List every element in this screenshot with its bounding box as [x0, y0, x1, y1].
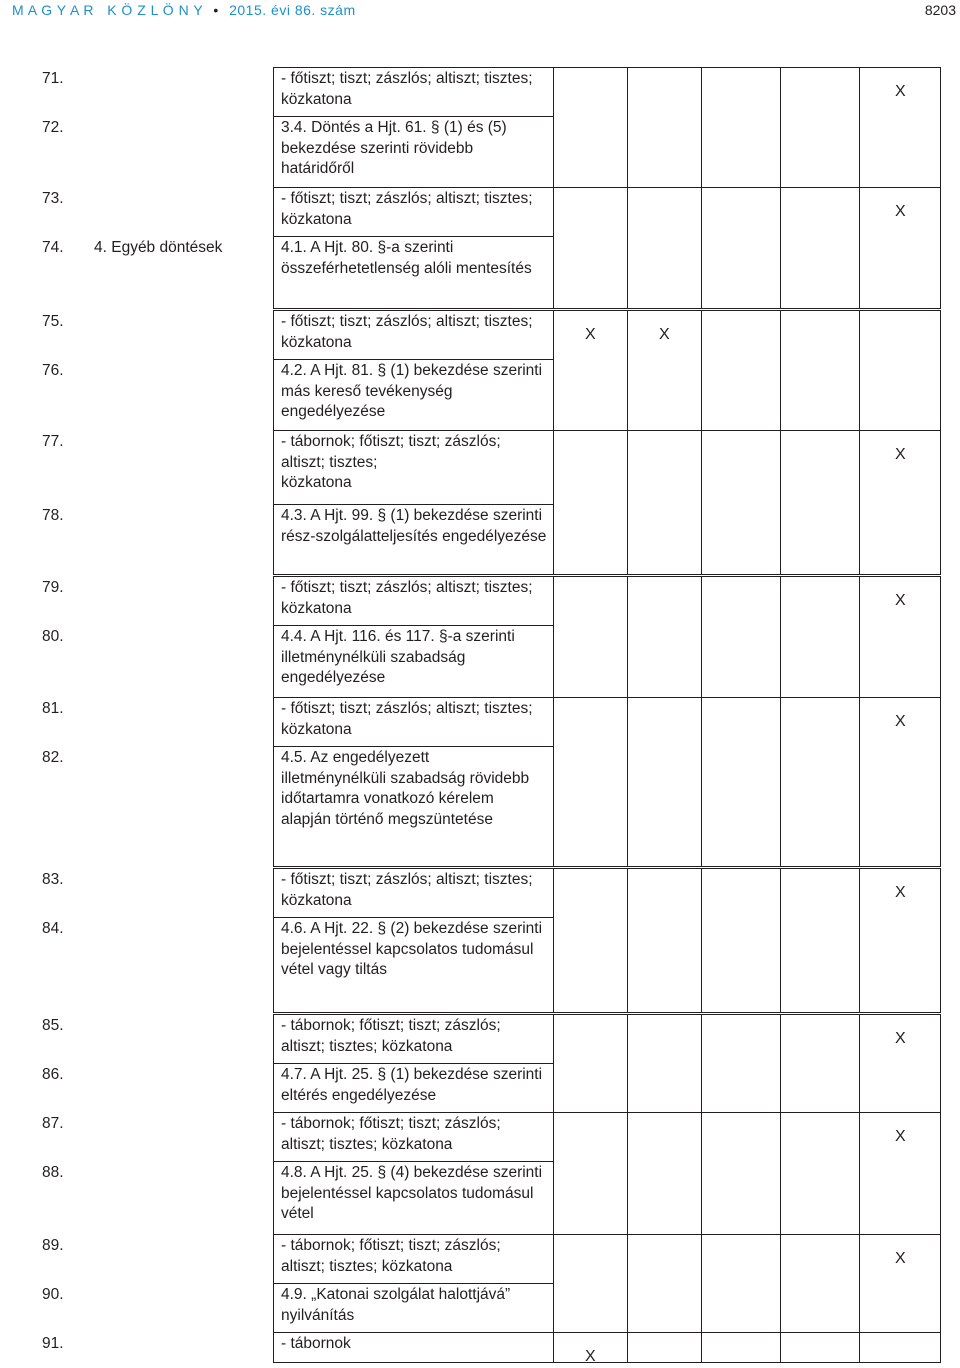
row-number: 90.: [42, 1286, 64, 1303]
mark-column-border: [940, 576, 941, 866]
row-separator: [273, 236, 553, 237]
mark-column-border: [859, 868, 860, 1012]
row-separator: [273, 116, 553, 117]
row-description: 4.8. A Hjt. 25. § (4) bekezdése szerinti bejelentéssel kapcsolatos tudomásul vétel: [281, 1164, 543, 1222]
row-number: 76.: [42, 362, 64, 379]
grid-line: [273, 1362, 941, 1363]
mark-column-border: [701, 576, 702, 866]
row-description: 4.7. A Hjt. 25. § (1) bekezdése szerinti eltérés engedélyezése: [281, 1066, 543, 1104]
mark-column-border: [859, 1014, 860, 1362]
x-mark: X: [895, 884, 906, 901]
row-description: 3.4. Döntés a Hjt. 61. § (1) és (5) bekezdése szerinti rövidebb határidőről: [281, 119, 507, 177]
grid-line: [553, 697, 941, 698]
text-column-left-border: [273, 1014, 274, 1362]
row-number: 75.: [42, 313, 64, 330]
mark-column-border: [859, 576, 860, 866]
row-separator: [273, 1112, 553, 1113]
row-number: 85.: [42, 1017, 64, 1034]
x-mark: X: [895, 446, 906, 463]
mark-column-border: [780, 310, 781, 574]
x-mark: X: [659, 326, 670, 343]
mark-column-border: [627, 310, 628, 574]
mark-column-border: [701, 310, 702, 574]
row-description: - tábornok: [281, 1335, 351, 1352]
mark-column-border: [859, 67, 860, 308]
row-separator: [273, 917, 553, 918]
x-mark: X: [585, 326, 596, 343]
mark-column-border: [780, 576, 781, 866]
row-separator: [273, 430, 553, 431]
row-separator: [273, 1063, 553, 1064]
row-description: - tábornok; főtiszt; tiszt; zászlós; altiszt; tisztes; közkatona: [281, 433, 501, 491]
row-description: 4.2. A Hjt. 81. § (1) bekezdése szerinti más kereső tevékenység engedélyezése: [281, 362, 543, 420]
row-separator: [273, 697, 553, 698]
row-description: 4.5. Az engedélyezett illetménynélküli szabadság rövidebb időtartamra vonatkozó kérelem alapján történő megszüntetése: [281, 749, 530, 828]
text-column-left-border: [273, 868, 274, 1012]
row-number: 80.: [42, 628, 64, 645]
row-number: 91.: [42, 1335, 64, 1352]
row-separator: [273, 1283, 553, 1284]
row-number: 79.: [42, 579, 64, 596]
text-column-left-border: [273, 310, 274, 574]
row-number: 77.: [42, 433, 64, 450]
grid-line: [553, 187, 941, 188]
row-number: 73.: [42, 190, 64, 207]
mark-column-border: [780, 868, 781, 1012]
row-description: 4.6. A Hjt. 22. § (2) bekezdése szerinti bejelentéssel kapcsolatos tudomásul vétel vagy tiltás: [281, 920, 543, 978]
row-number: 84.: [42, 920, 64, 937]
row-description: - tábornok; főtiszt; tiszt; zászlós; altiszt; tisztes; közkatona: [281, 1017, 501, 1055]
mark-column-border: [780, 67, 781, 308]
x-mark: X: [895, 1128, 906, 1145]
category-label: 4. Egyéb döntések: [94, 239, 223, 256]
grid-line: [553, 430, 941, 431]
row-description: - főtiszt; tiszt; zászlós; altiszt; tisztes; közkatona: [281, 700, 533, 738]
row-description: - tábornok; főtiszt; tiszt; zászlós; altiszt; tisztes; közkatona: [281, 1237, 501, 1275]
mark-column-border: [701, 67, 702, 308]
grid-line: [273, 1014, 941, 1015]
mark-column-border: [553, 1014, 554, 1362]
mark-column-border: [553, 67, 554, 308]
row-description: - főtiszt; tiszt; zászlós; altiszt; tisztes; közkatona: [281, 313, 533, 351]
x-mark: X: [895, 713, 906, 730]
row-separator: [273, 1234, 553, 1235]
grid-line: [273, 67, 941, 68]
page-number: 8203: [924, 2, 956, 18]
row-number: 74.: [42, 239, 64, 256]
mark-column-border: [701, 1014, 702, 1362]
mark-column-border: [859, 310, 860, 574]
row-separator: [273, 504, 553, 505]
grid-line: [553, 1332, 941, 1333]
grid-line: [273, 576, 941, 577]
grid-line: [273, 574, 941, 575]
row-number: 82.: [42, 749, 64, 766]
row-number: 81.: [42, 700, 64, 717]
grid-line: [553, 1112, 941, 1113]
row-separator: [273, 1161, 553, 1162]
row-number: 88.: [42, 1164, 64, 1181]
mark-column-border: [940, 310, 941, 574]
row-description: 4.1. A Hjt. 80. §-a szerinti összeférhetetlenség alóli mentesítés: [281, 239, 532, 277]
issue-info: 2015. évi 86. szám: [229, 2, 356, 18]
grid-line: [273, 308, 941, 309]
row-separator: [273, 187, 553, 188]
row-separator: [273, 746, 553, 747]
row-number: 86.: [42, 1066, 64, 1083]
mark-column-border: [701, 868, 702, 1012]
mark-column-border: [627, 868, 628, 1012]
row-number: 78.: [42, 507, 64, 524]
mark-column-border: [627, 67, 628, 308]
row-description: 4.4. A Hjt. 116. és 117. §-a szerinti illetménynélküli szabadság engedélyezése: [281, 628, 515, 686]
mark-column-border: [553, 310, 554, 574]
grid-line: [553, 1234, 941, 1235]
row-separator: [273, 359, 553, 360]
row-description: - főtiszt; tiszt; zászlós; altiszt; tisztes; közkatona: [281, 871, 533, 909]
journal-name: M A G Y A R K Ö Z L Ö N Y: [12, 2, 203, 18]
text-column-left-border: [273, 576, 274, 866]
row-description: - főtiszt; tiszt; zászlós; altiszt; tisztes; közkatona: [281, 579, 533, 617]
grid-line: [273, 866, 941, 867]
row-number: 83.: [42, 871, 64, 888]
grid-line: [273, 868, 941, 869]
x-mark: X: [585, 1348, 596, 1365]
mark-column-border: [940, 1014, 941, 1362]
x-mark: X: [895, 1250, 906, 1267]
mark-column-border: [627, 1014, 628, 1362]
x-mark: X: [895, 203, 906, 220]
row-number: 87.: [42, 1115, 64, 1132]
mark-column-border: [940, 67, 941, 308]
row-separator: [273, 625, 553, 626]
row-description: 4.3. A Hjt. 99. § (1) bekezdése szerinti rész-szolgálatteljesítés engedélyezése: [281, 507, 547, 545]
grid-line: [273, 1012, 941, 1013]
row-number: 89.: [42, 1237, 64, 1254]
grid-line: [273, 310, 941, 311]
mark-column-border: [627, 576, 628, 866]
mark-column-border: [553, 576, 554, 866]
mark-column-border: [780, 1014, 781, 1362]
row-description: - tábornok; főtiszt; tiszt; zászlós; altiszt; tisztes; közkatona: [281, 1115, 501, 1153]
row-number: 72.: [42, 119, 64, 136]
mark-column-border: [553, 868, 554, 1012]
row-description: - főtiszt; tiszt; zászlós; altiszt; tisztes; közkatona: [281, 70, 533, 108]
header-bullet: •: [213, 2, 219, 18]
x-mark: X: [895, 83, 906, 100]
x-mark: X: [895, 592, 906, 609]
mark-column-border: [940, 868, 941, 1012]
row-number: 71.: [42, 70, 64, 87]
x-mark: X: [895, 1030, 906, 1047]
row-separator: [273, 1332, 553, 1333]
row-description: - főtiszt; tiszt; zászlós; altiszt; tisztes; közkatona: [281, 190, 533, 228]
row-description: 4.9. „Katonai szolgálat halottjává” nyilvánítás: [281, 1286, 511, 1324]
